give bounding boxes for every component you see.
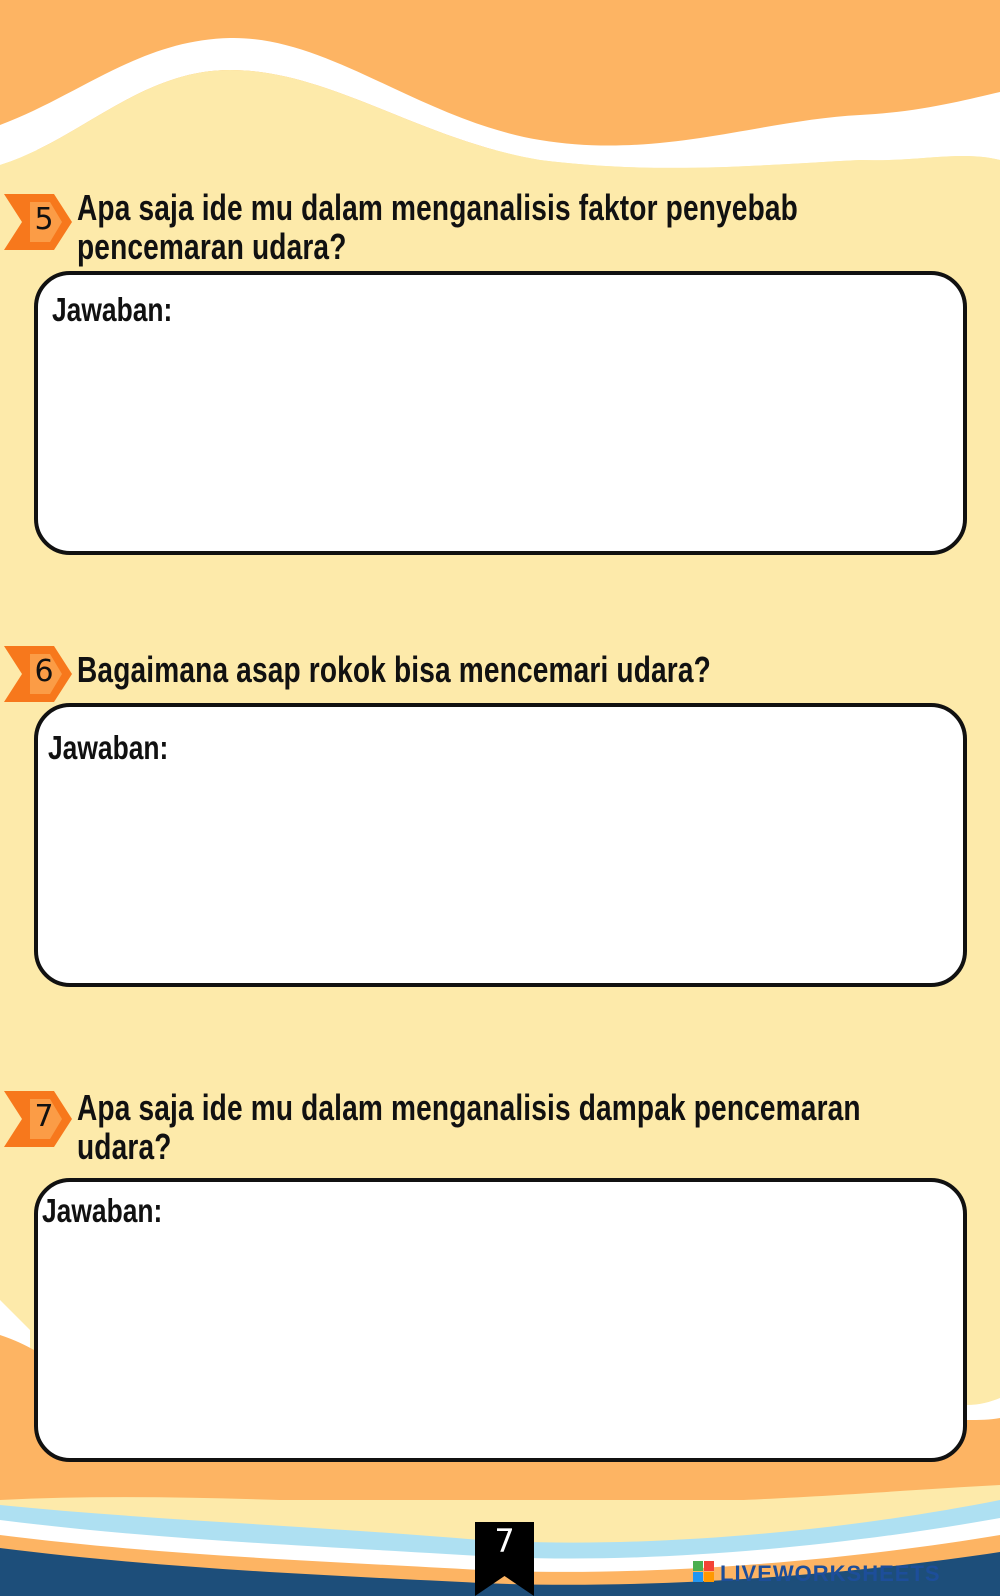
page-number: 7 [494,1522,515,1560]
answer-label: Jawaban: [42,1192,163,1229]
answer-label: Jawaban: [52,291,173,328]
question-number-badge [4,1091,74,1147]
question-number: 7 [34,1099,54,1134]
question-text: Bagaimana asap rokok bisa mencemari udara? [77,649,711,690]
question-text: Apa saja ide mu dalam menganalisis dampak pencemaran udara? [77,1087,861,1167]
question-number-badge [4,646,74,702]
question-number: 5 [34,202,54,237]
answer-box-5[interactable] [34,271,967,555]
answer-box-6[interactable] [34,703,967,987]
answer-box-7[interactable] [34,1178,967,1462]
watermark-text: LIVEWORKSHEETS [720,1561,941,1586]
question-number: 6 [34,654,54,689]
question-text: Apa saja ide mu dalam menganalisis faktor penyebab pencemaran udara? [77,187,798,267]
liveworksheets-logo-icon [693,1561,715,1583]
question-number-badge [4,194,74,250]
answer-label: Jawaban: [48,729,169,766]
